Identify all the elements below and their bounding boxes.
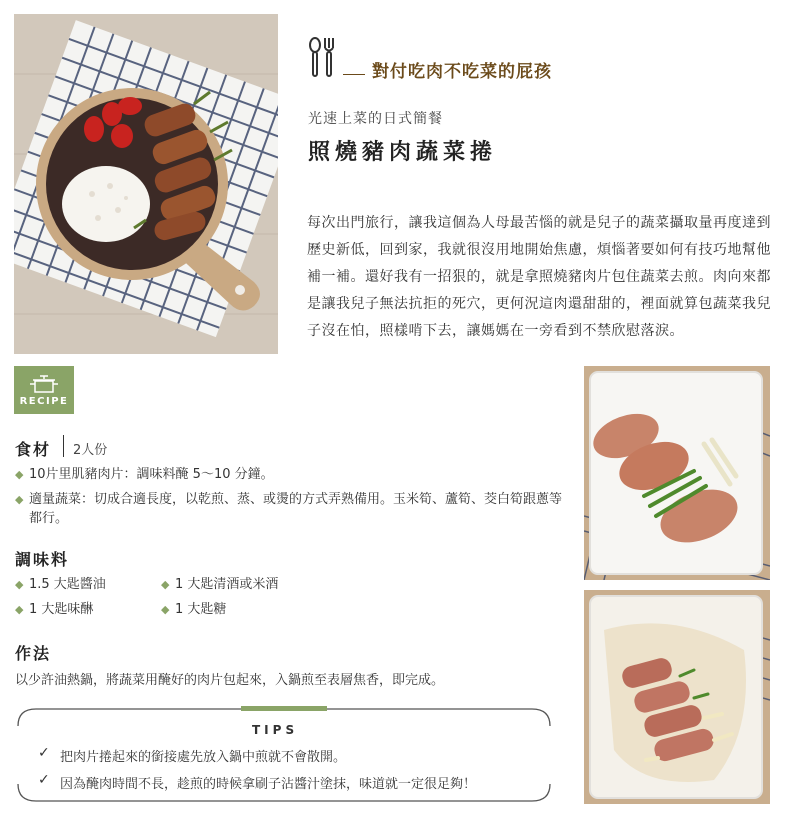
method-text: 以少許油熱鍋，將蔬菜用醃好的肉片包起來，入鍋煎至表層焦香，即完成。 [15,673,445,688]
intro-paragraph: 每次出門旅行，讓我這個為人母最苦惱的就是兒子的蔬菜攝取量再度達到歷史新低，回到家，我就很沒用地開始焦慮，煩惱著要如何有技巧地幫他補一補。還好我有一招狠的，就是拿照燒豬肉片包住蔬菜去煎。肉向來都是讓我兒子無法抗拒的死穴，更何況這肉還甜甜的，裡面就算包蔬菜我兒子沒在怕，照樣啃下去，讓媽媽在一旁看到不禁欣慰落淚。 [307,215,771,339]
ingredient-item [14,490,574,528]
bullet-icon: ◆ [15,468,24,481]
recipe-subtitle: 光速上菜的日式簡餐 [308,111,443,127]
bullet-icon: ◆ [15,493,24,506]
tips-title: TIPS [252,723,299,737]
tips-accent-bar [241,706,327,711]
ingredients-heading: 食材 [15,440,52,459]
check-icon: ✓ [38,772,50,788]
bullet-icon: ◆ [161,578,170,591]
seasoning-text: 1 大匙味醂 [29,602,94,617]
bullet-icon: ◆ [15,603,24,616]
step-photo-marinating [584,366,770,580]
recipe-title: 照燒豬肉蔬菜捲 [308,140,498,165]
servings-label: 2人份 [73,443,108,458]
ingredients-divider [63,435,64,457]
ingredient-text: 10片里肌豬肉片：調味料醃 5～10 分鐘。 [29,467,274,482]
seasoning-text: 1 大匙清酒或米酒 [175,577,279,592]
bullet-icon: ◆ [15,578,24,591]
tip-item [38,773,476,792]
seasoning-item [14,600,93,619]
tip-item [38,746,346,765]
seasoning-heading: 調味料 [15,550,70,569]
seasoning-text: 1.5 大匙醬油 [29,577,106,592]
check-icon: ✓ [38,745,50,761]
hero-photo [14,14,278,354]
recipe-badge [14,366,74,414]
seasoning-item [160,575,278,594]
seasoning-item [160,600,226,619]
bullet-icon: ◆ [161,603,170,616]
cutlery-icon [308,36,338,78]
ingredient-text: 適量蔬菜：切成合適長度，以乾煎、蒸、或燙的方式弄熟備用。玉米筍、蘆筍、茭白筍跟蔥等都行。 [29,492,563,526]
ingredient-item [14,465,569,484]
tip-text: 因為醃肉時間不長，趁煎的時候拿刷子沾醬汁塗抹，味道就一定很足夠！ [60,777,477,792]
step-photo-rolling [584,590,770,804]
series-title: 對付吃肉不吃菜的屁孩 [372,62,552,82]
seasoning-text: 1 大匙糖 [175,602,227,617]
series-underline [343,74,365,75]
tip-text: 把肉片捲起來的銜接處先放入鍋中煎就不會散開。 [60,750,347,765]
seasoning-item [14,575,106,594]
pot-icon [29,374,59,394]
recipe-badge-label: RECIPE [19,396,69,407]
method-heading: 作法 [15,644,52,663]
